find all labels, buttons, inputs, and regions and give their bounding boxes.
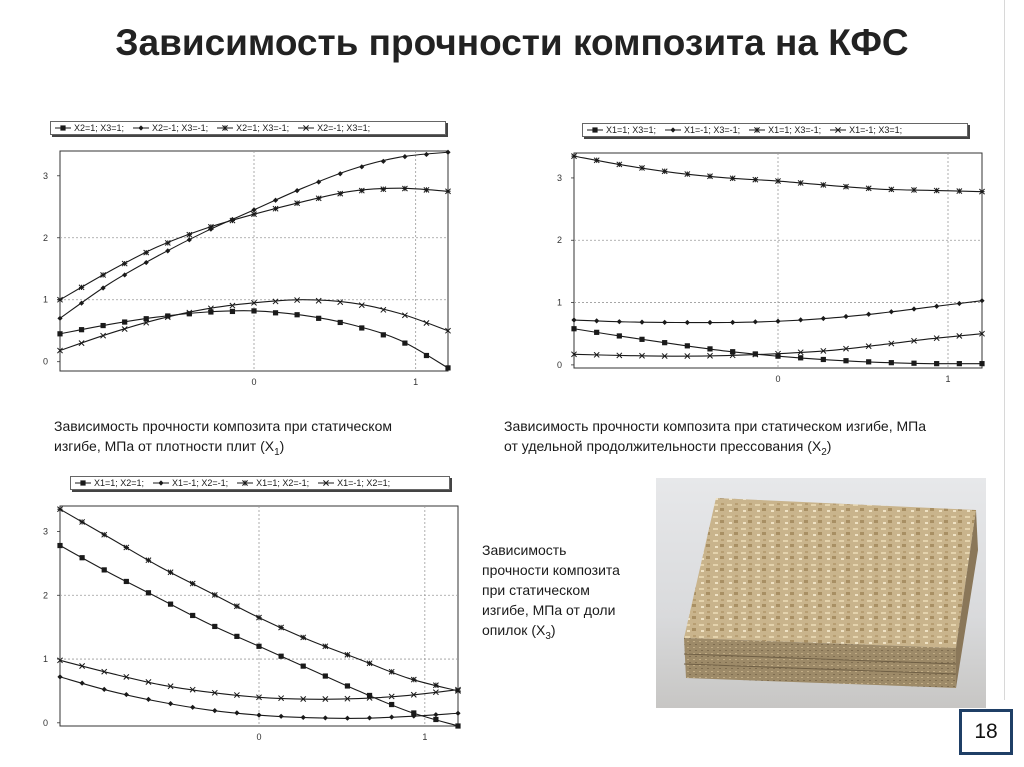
y-tick-label: 0 bbox=[556, 359, 562, 370]
particleboard-sample-icon bbox=[656, 478, 986, 708]
chart3 bbox=[34, 500, 464, 750]
series-point bbox=[753, 177, 758, 182]
series-point bbox=[256, 615, 261, 620]
chart1 bbox=[34, 145, 454, 395]
legend-marker-icon bbox=[75, 479, 91, 487]
caption-chart1-line1: Зависимость прочности композита при статическом bbox=[54, 418, 392, 434]
caption-chart1-text: изгибе, МПа от плотности плит (X bbox=[54, 438, 275, 454]
legend-label: X1=1; X2=1; bbox=[94, 478, 145, 488]
series-point bbox=[889, 187, 894, 192]
series-point bbox=[212, 592, 217, 597]
series-point bbox=[208, 224, 213, 229]
legend-marker bbox=[138, 125, 143, 130]
x-tick-label: 0 bbox=[251, 377, 257, 387]
legend-marker-icon bbox=[318, 479, 334, 487]
series-point bbox=[234, 634, 239, 639]
y-tick-label: 2 bbox=[42, 232, 48, 243]
x-tick-label: 1 bbox=[945, 374, 951, 384]
series-point bbox=[57, 543, 62, 548]
series-point bbox=[273, 206, 278, 211]
series-point bbox=[80, 555, 85, 560]
legend-marker bbox=[242, 480, 247, 485]
series-point bbox=[685, 343, 690, 348]
series-point bbox=[424, 353, 429, 358]
legend-item bbox=[298, 121, 370, 135]
series-point bbox=[617, 162, 622, 167]
series-point bbox=[433, 683, 438, 688]
legend-label: X2=1; X3=1; bbox=[74, 123, 125, 133]
caption-chart1-line2 bbox=[54, 436, 474, 463]
y-tick-label: 3 bbox=[42, 170, 48, 181]
series-point bbox=[122, 261, 127, 266]
series-point bbox=[144, 250, 149, 255]
series-point bbox=[345, 683, 350, 688]
series-point bbox=[101, 323, 106, 328]
x-tick-label: 0 bbox=[775, 374, 781, 384]
legend-item bbox=[133, 121, 208, 135]
caption-chart2-post: ) bbox=[826, 438, 832, 454]
series-point bbox=[165, 240, 170, 245]
legend-label: X2=1; X3=-1; bbox=[236, 123, 290, 133]
legend-marker bbox=[158, 480, 163, 485]
series-point bbox=[911, 187, 916, 192]
series-point bbox=[889, 360, 894, 365]
particleboard-sample-photo bbox=[656, 478, 986, 708]
series-point bbox=[359, 325, 364, 330]
legend-item bbox=[55, 121, 124, 135]
series-point bbox=[57, 297, 62, 302]
caption-chart1-sub: 1 bbox=[274, 446, 280, 458]
series-point bbox=[345, 652, 350, 657]
page-number: 18 bbox=[959, 709, 1013, 755]
series-point bbox=[662, 169, 667, 174]
series-point bbox=[187, 232, 192, 237]
series-point bbox=[843, 184, 848, 189]
legend-marker bbox=[80, 480, 85, 485]
series-point bbox=[230, 309, 235, 314]
series-point bbox=[775, 178, 780, 183]
series-point bbox=[122, 319, 127, 324]
series-point bbox=[295, 201, 300, 206]
legend-marker bbox=[592, 127, 597, 132]
series-point bbox=[402, 186, 407, 191]
series-point bbox=[433, 717, 438, 722]
series-point bbox=[323, 673, 328, 678]
series-point bbox=[381, 332, 386, 337]
legend-marker-icon bbox=[55, 124, 71, 132]
legend-label: X1=1; X3=1; bbox=[606, 125, 657, 135]
chart2 bbox=[548, 147, 988, 392]
caption-chart3-line4: изгибе, МПа от доли bbox=[482, 602, 616, 618]
legend-label: X1=-1; X2=-1; bbox=[172, 478, 229, 488]
caption-chart3-line5 bbox=[482, 620, 652, 647]
legend-item bbox=[587, 123, 656, 137]
series-point bbox=[80, 519, 85, 524]
series-point bbox=[338, 320, 343, 325]
y-tick-label: 2 bbox=[42, 590, 48, 601]
legend-label: X1=1; X3=-1; bbox=[768, 125, 822, 135]
series-point bbox=[273, 310, 278, 315]
legend-marker-icon bbox=[217, 124, 233, 132]
series-point bbox=[866, 186, 871, 191]
series-point bbox=[389, 702, 394, 707]
series-point bbox=[979, 361, 984, 366]
caption-chart1 bbox=[54, 416, 474, 463]
legend-marker-icon bbox=[587, 126, 603, 134]
slide-title: Зависимость прочности композита на КФС bbox=[115, 22, 909, 63]
chart1-svg bbox=[34, 145, 454, 395]
series-point bbox=[730, 176, 735, 181]
caption-chart3 bbox=[482, 540, 652, 647]
caption-chart3-post: ) bbox=[550, 622, 556, 638]
series-point bbox=[57, 331, 62, 336]
y-tick-label: 1 bbox=[42, 294, 48, 305]
series-point bbox=[295, 312, 300, 317]
series-point bbox=[251, 308, 256, 313]
series-point bbox=[455, 723, 460, 728]
legend-item bbox=[830, 123, 902, 137]
series-point bbox=[934, 188, 939, 193]
series-point bbox=[168, 602, 173, 607]
y-tick-label: 3 bbox=[42, 526, 48, 537]
series-point bbox=[338, 191, 343, 196]
series-point bbox=[571, 326, 576, 331]
caption-chart2-sub: 2 bbox=[821, 446, 827, 458]
series-point bbox=[389, 669, 394, 674]
chart1-legend bbox=[50, 121, 446, 135]
legend-label: X2=-1; X3=-1; bbox=[152, 123, 209, 133]
series-point bbox=[798, 355, 803, 360]
series-point bbox=[381, 187, 386, 192]
legend-marker bbox=[670, 127, 675, 132]
caption-chart2-line2 bbox=[504, 436, 1004, 463]
series-point bbox=[256, 644, 261, 649]
series-point bbox=[323, 644, 328, 649]
legend-item bbox=[665, 123, 740, 137]
caption-chart2-line1: Зависимость прочности композита при статическом изгибе, МПа bbox=[504, 418, 926, 434]
series-point bbox=[639, 337, 644, 342]
series-point bbox=[843, 358, 848, 363]
series-point bbox=[79, 285, 84, 290]
y-tick-label: 1 bbox=[556, 297, 562, 308]
series-point bbox=[190, 581, 195, 586]
series-point bbox=[316, 316, 321, 321]
series-point bbox=[301, 664, 306, 669]
series-point bbox=[279, 654, 284, 659]
caption-chart3-sub: 3 bbox=[545, 630, 551, 642]
legend-marker-icon bbox=[237, 479, 253, 487]
caption-chart3-line3: при статическом bbox=[482, 582, 590, 598]
series-point bbox=[445, 189, 450, 194]
series-point bbox=[445, 365, 450, 370]
legend-marker-icon bbox=[133, 124, 149, 132]
chart3-svg bbox=[34, 500, 464, 750]
caption-chart1-post: ) bbox=[279, 438, 285, 454]
series-point bbox=[707, 174, 712, 179]
series-point bbox=[685, 171, 690, 176]
x-tick-label: 1 bbox=[422, 732, 428, 742]
legend-item bbox=[153, 476, 228, 490]
y-tick-label: 0 bbox=[42, 717, 48, 728]
series-point bbox=[301, 635, 306, 640]
y-tick-label: 2 bbox=[556, 235, 562, 246]
series-point bbox=[190, 613, 195, 618]
series-point bbox=[957, 361, 962, 366]
chart3-legend bbox=[70, 476, 450, 490]
series-point bbox=[146, 558, 151, 563]
series-point bbox=[594, 330, 599, 335]
series-point bbox=[212, 624, 217, 629]
right-edge-rule bbox=[1004, 0, 1005, 700]
y-tick-label: 0 bbox=[42, 356, 48, 367]
legend-label: X1=-1; X3=1; bbox=[849, 125, 903, 135]
series-point bbox=[866, 359, 871, 364]
series-point bbox=[230, 218, 235, 223]
legend-marker bbox=[60, 125, 65, 130]
series-point bbox=[146, 590, 151, 595]
legend-label: X2=-1; X3=1; bbox=[317, 123, 371, 133]
series-point bbox=[57, 507, 62, 512]
series-point bbox=[821, 182, 826, 187]
series-point bbox=[79, 327, 84, 332]
x-tick-label: 1 bbox=[413, 377, 419, 387]
caption-chart3-line2: прочности композита bbox=[482, 562, 620, 578]
series-point bbox=[957, 188, 962, 193]
series-point bbox=[124, 579, 129, 584]
legend-marker-icon bbox=[665, 126, 681, 134]
legend-item bbox=[217, 121, 289, 135]
legend-item bbox=[237, 476, 309, 490]
y-tick-label: 1 bbox=[42, 654, 48, 665]
series-point bbox=[102, 532, 107, 537]
series-point bbox=[798, 180, 803, 185]
caption-chart3-text: опилок (X bbox=[482, 622, 546, 638]
legend-marker-icon bbox=[153, 479, 169, 487]
series-point bbox=[639, 165, 644, 170]
chart2-legend bbox=[582, 123, 968, 137]
legend-marker-icon bbox=[830, 126, 846, 134]
legend-label: X1=-1; X2=1; bbox=[337, 478, 391, 488]
series-point bbox=[979, 189, 984, 194]
legend-marker bbox=[222, 125, 227, 130]
series-point bbox=[367, 661, 372, 666]
x-tick-label: 0 bbox=[256, 732, 262, 742]
series-point bbox=[234, 604, 239, 609]
series-point bbox=[934, 361, 939, 366]
series-point bbox=[124, 545, 129, 550]
series-point bbox=[911, 361, 916, 366]
series-point bbox=[279, 625, 284, 630]
series-point bbox=[821, 357, 826, 362]
series-point bbox=[594, 158, 599, 163]
series-point bbox=[101, 272, 106, 277]
series-point bbox=[359, 188, 364, 193]
series-point bbox=[707, 346, 712, 351]
chart2-svg bbox=[548, 147, 988, 392]
caption-chart2 bbox=[504, 416, 1004, 463]
series-point bbox=[251, 212, 256, 217]
y-tick-label: 3 bbox=[556, 172, 562, 183]
series-point bbox=[402, 341, 407, 346]
legend-label: X1=1; X2=-1; bbox=[256, 478, 310, 488]
series-point bbox=[411, 677, 416, 682]
series-point bbox=[102, 567, 107, 572]
legend-marker-icon bbox=[749, 126, 765, 134]
series-point bbox=[316, 196, 321, 201]
legend-item bbox=[318, 476, 390, 490]
series-point bbox=[424, 187, 429, 192]
legend-label: X1=-1; X3=-1; bbox=[684, 125, 741, 135]
legend-marker-icon bbox=[298, 124, 314, 132]
series-point bbox=[662, 340, 667, 345]
series-point bbox=[168, 570, 173, 575]
legend-item bbox=[75, 476, 144, 490]
series-point bbox=[617, 333, 622, 338]
legend-item bbox=[749, 123, 821, 137]
caption-chart2-text: от удельной продолжительности прессования (X bbox=[504, 438, 822, 454]
legend-marker bbox=[754, 127, 759, 132]
series-point bbox=[571, 154, 576, 159]
caption-chart3-line1: Зависимость bbox=[482, 542, 567, 558]
